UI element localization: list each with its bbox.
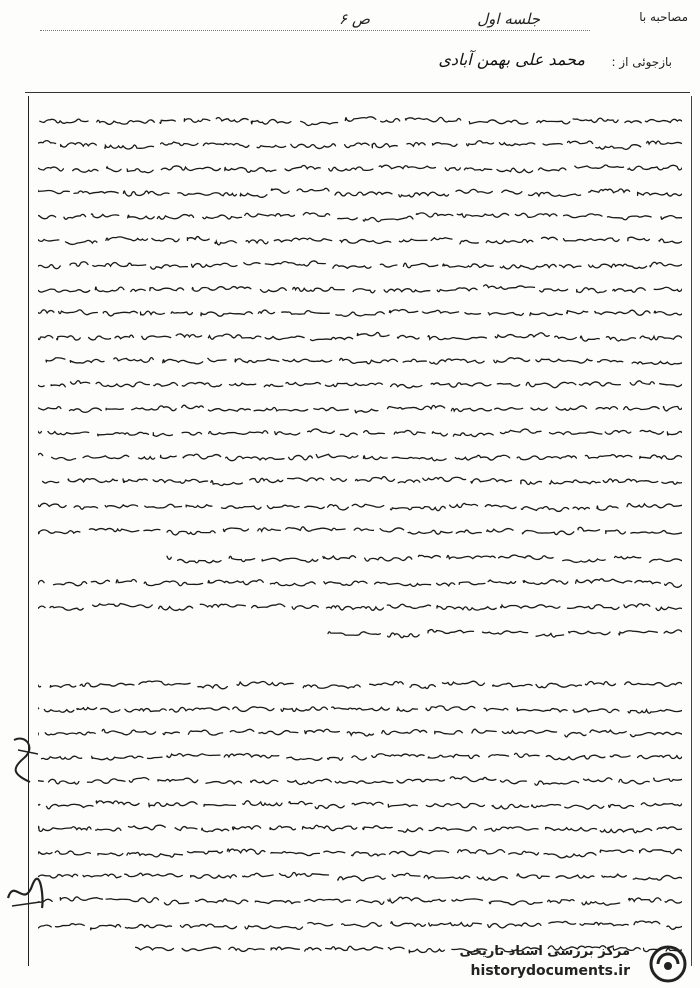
header-divider [25, 92, 690, 93]
handwriting-line [38, 134, 682, 154]
handwriting-line [38, 254, 682, 274]
handwriting-line [38, 520, 682, 540]
handwriting-line [38, 622, 682, 642]
archive-url: historydocuments.ir [470, 963, 630, 979]
handwriting-line [38, 746, 682, 766]
handwriting-line [38, 158, 682, 178]
page-number: ص ۶ [339, 10, 370, 28]
handwriting-line [38, 866, 682, 886]
handwriting-line [38, 110, 682, 130]
handwriting-line [38, 572, 682, 592]
handwriting-line [38, 794, 682, 814]
archive-logo-icon [644, 944, 692, 984]
handwriting-line [38, 470, 682, 490]
handwriting-line [38, 698, 682, 718]
interview-label: مصاحبه با [639, 10, 688, 24]
left-margin-line [28, 96, 29, 966]
form-header [0, 0, 700, 92]
handwriting-line [38, 914, 682, 934]
handwriting-line [38, 278, 682, 298]
handwriting-line [38, 230, 682, 250]
handwriting-line [38, 422, 682, 442]
handwriting-line [38, 326, 682, 346]
handwriting-line [38, 302, 682, 322]
handwriting-line [38, 182, 682, 202]
handwriting-line [38, 374, 682, 394]
interrogated-name: محمد علی بهمن آبادی [438, 50, 585, 69]
handwriting-line [38, 818, 682, 838]
handwriting-line [38, 770, 682, 790]
handwriting-line [38, 722, 682, 742]
right-margin-line [691, 96, 692, 966]
header-dotted-line [40, 30, 590, 31]
handwriting-line [38, 596, 682, 616]
handwriting-line [38, 398, 682, 418]
handwriting-line [38, 842, 682, 862]
margin-signature-icon [4, 868, 48, 918]
handwriting-line [38, 496, 682, 516]
handwriting-line [38, 350, 682, 370]
handwriting-line [38, 206, 682, 226]
handwriting-line [38, 890, 682, 910]
margin-mark-icon [6, 730, 46, 790]
archive-name: مرکز بررسی اسناد تاریخی [459, 944, 630, 959]
handwritten-body [38, 110, 682, 948]
interrogator-label: بازجوئی از : [611, 55, 672, 69]
archive-watermark [460, 944, 630, 984]
handwriting-line [38, 548, 682, 568]
handwriting-line [38, 446, 682, 466]
handwriting-line [38, 674, 682, 694]
session-label: جلسه اول [477, 10, 540, 28]
